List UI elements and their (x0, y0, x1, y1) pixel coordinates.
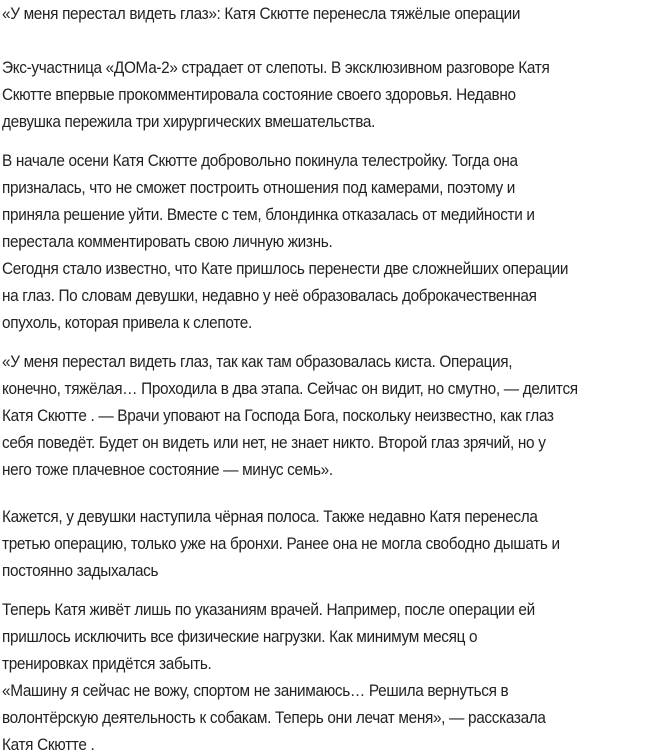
paragraph-line: опухоль, которая привела к слепоте. (2, 314, 252, 332)
paragraph-line: призналась, что не сможет построить отношения под камерами, поэтому и (2, 179, 516, 197)
paragraph-line: Кажется, у девушки наступила чёрная полоса. Также недавно Катя перенесла (2, 508, 538, 526)
paragraph-line: волонтёрскую деятельность к собакам. Теперь они лечат меня», — рассказала (2, 709, 546, 727)
paragraph-line: приняла решение уйти. Вместе с тем, блондинка отказалась от медийности и (2, 206, 535, 224)
paragraph-line: пришлось исключить все физические нагрузки. Как минимум месяц о (2, 628, 478, 646)
paragraph-line: третью операцию, только уже на бронхи. Ранее она не могла свободно дышать и (2, 535, 560, 553)
paragraph-line: Катя Скютте . (2, 736, 95, 754)
paragraph-line: Теперь Катя живёт лишь по указаниям врачей. Например, после операции ей (2, 601, 535, 619)
paragraph-line: «У меня перестал видеть глаз, так как там образовалась киста. Операция, (2, 353, 513, 371)
paragraph-line: себя поведёт. Будет он видеть или нет, не знает никто. Второй глаз зрячий, но у (2, 434, 546, 452)
paragraph-line: Скютте впервые прокомментировала состояние своего здоровья. Недавно (2, 86, 516, 104)
paragraph-line: Сегодня стало известно, что Кате пришлось перенести две сложнейших операции (2, 260, 569, 278)
paragraph-line: В начале осени Катя Скютте добровольно покинула телестройку. Тогда она (2, 152, 518, 170)
paragraph-line: него тоже плачевное состояние — минус семь». (2, 461, 333, 479)
article-title: «У меня перестал видеть глаз»: Катя Скютте перенесла тяжёлые операции (2, 5, 521, 23)
paragraph-line: Катя Скютте . — Врачи уповают на Господа Бога, поскольку неизвестно, как глаз (2, 407, 554, 425)
paragraph-line: перестала комментировать свою личную жизнь. (2, 233, 333, 251)
paragraph-line: девушка пережила три хирургических вмешательства. (2, 113, 376, 131)
paragraph-line: постоянно задыхалась (2, 562, 159, 580)
paragraph-line: Экс-участница «ДОМа-2» страдает от слепоты. В эксклюзивном разговоре Катя (2, 59, 550, 77)
paragraph-line: на глаз. По словам девушки, недавно у неё образовалась доброкачественная (2, 287, 537, 305)
paragraph-line: «Машину я сейчас не вожу, спортом не занимаюсь… Решила вернуться в (2, 682, 509, 700)
paragraph-line: тренировках придётся забыть. (2, 655, 212, 673)
paragraph-line: конечно, тяжёлая… Проходила в два этапа. Сейчас он видит, но смутно, — делится (2, 380, 578, 398)
